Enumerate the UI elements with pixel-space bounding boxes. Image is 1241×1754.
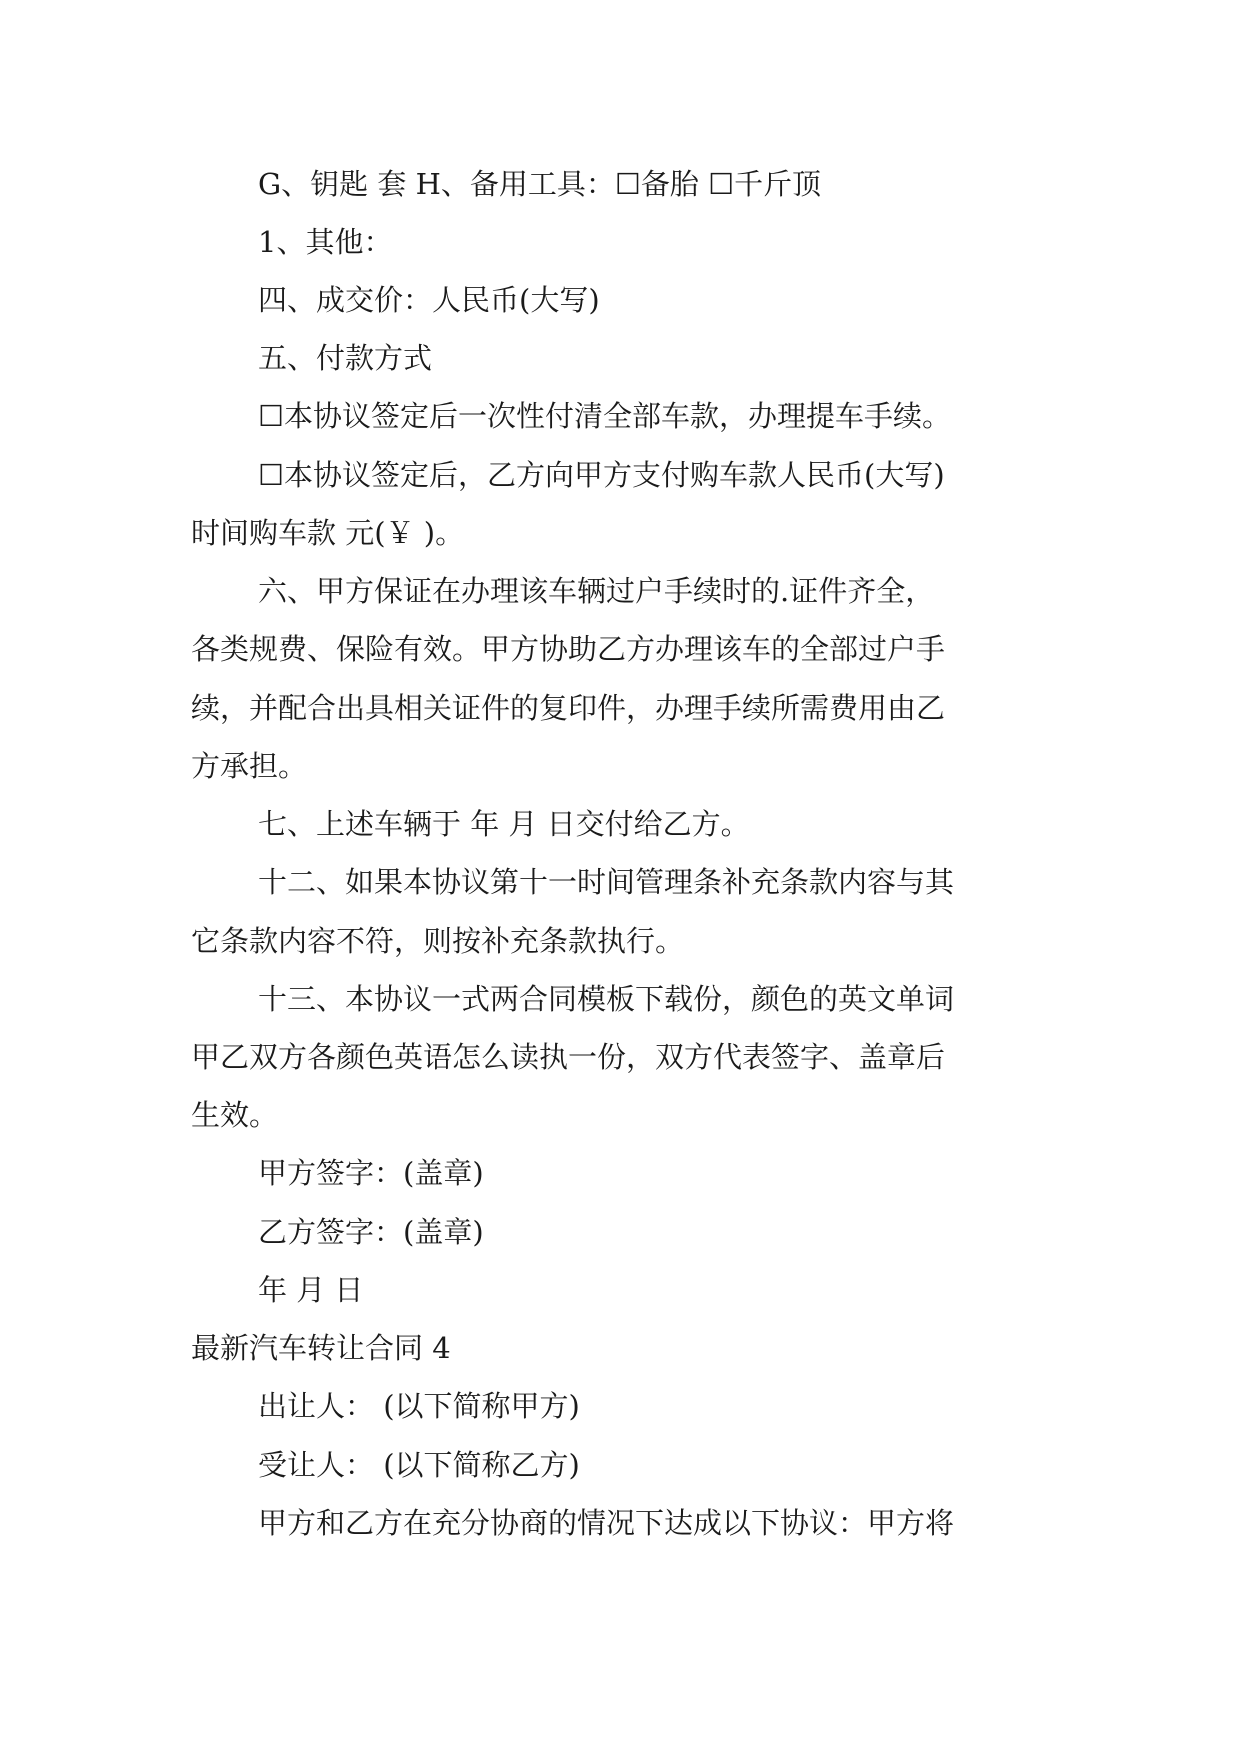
text-line-clause-6-cont-2: 续，并配合出具相关证件的复印件，办理手续所需费用由乙: [191, 691, 946, 725]
text-line-clause-13: 十三、本协议一式两合同模板下载份，颜色的英文单词: [258, 982, 955, 1016]
text-line-keys-tools: G、钥匙 套 H、备用工具：☐备胎 ☐千斤顶: [258, 167, 822, 201]
text-line-date: 年 月 日: [258, 1273, 364, 1307]
text-line-clause-12: 十二、如果本协议第十一时间管理条补充条款内容与其: [258, 865, 955, 899]
text-line-transferee: 受让人： (以下简称乙方): [258, 1448, 580, 1482]
text-line-clause-13-cont-1: 甲乙双方各颜色英语怎么读执一份，双方代表签字、盖章后: [191, 1040, 946, 1074]
text-line-party-a-signature: 甲方签字：(盖章): [258, 1156, 484, 1190]
section-heading: 最新汽车转让合同 4: [191, 1331, 451, 1365]
text-line-clause-6-cont-1: 各类规费、保险有效。甲方协助乙方办理该车的全部过户手: [191, 632, 946, 666]
text-line-payment-option-2: ☐本协议签定后，乙方向甲方支付购车款人民币(大写): [258, 458, 945, 492]
text-line-party-b-signature: 乙方签字：(盖章): [258, 1215, 484, 1249]
text-line-clause-6: 六、甲方保证在办理该车辆过户手续时的.证件齐全，: [258, 574, 935, 608]
text-line-clause-7: 七、上述车辆于 年 月 日交付给乙方。: [258, 807, 750, 841]
text-line-price: 四、成交价：人民币(大写): [258, 283, 600, 317]
text-line-agreement-intro: 甲方和乙方在充分协商的情况下达成以下协议：甲方将: [258, 1506, 955, 1540]
text-line-transferor: 出让人： (以下简称甲方): [258, 1389, 580, 1423]
text-line-payment-heading: 五、付款方式: [258, 341, 433, 375]
text-line-payment-option-1: ☐本协议签定后一次性付清全部车款，办理提车手续。: [258, 399, 951, 433]
text-line-other: 1、其他：: [258, 225, 393, 259]
text-line-clause-13-cont-2: 生效。: [191, 1098, 279, 1132]
text-line-clause-6-cont-3: 方承担。: [191, 749, 308, 783]
text-line-clause-12-cont: 它条款内容不符，则按补充条款执行。: [191, 924, 685, 958]
text-line-payment-option-2-cont: 时间购车款 元(￥ )。: [191, 516, 465, 550]
